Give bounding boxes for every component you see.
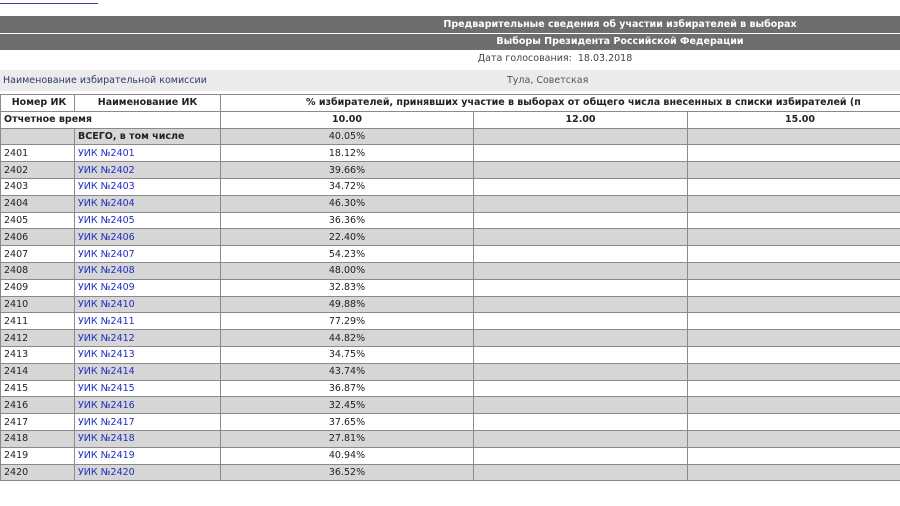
uik-turnout-10: 39.66% bbox=[221, 162, 474, 179]
uik-number: 2419 bbox=[1, 447, 75, 464]
uik-name-cell bbox=[75, 279, 221, 296]
uik-turnout-10: 34.75% bbox=[221, 346, 474, 363]
uik-number: 2418 bbox=[1, 430, 75, 447]
uik-number: 2411 bbox=[1, 313, 75, 330]
uik-turnout-10: 44.82% bbox=[221, 330, 474, 347]
uik-link[interactable]: УИК №2403 bbox=[78, 181, 135, 193]
uik-number: 2417 bbox=[1, 414, 75, 431]
table-row bbox=[1, 178, 900, 195]
commission-row bbox=[0, 70, 900, 91]
uik-link[interactable]: УИК №2411 bbox=[78, 315, 135, 327]
uik-turnout-12-cell bbox=[474, 229, 688, 246]
uik-turnout-10: 43.74% bbox=[221, 363, 474, 380]
report-time-label: Отчетное время bbox=[1, 111, 221, 128]
uik-number: 2403 bbox=[1, 178, 75, 195]
table-row bbox=[1, 397, 900, 414]
uik-number: 2410 bbox=[1, 296, 75, 313]
uik-turnout-12-cell bbox=[474, 464, 688, 481]
uik-link[interactable]: УИК №2415 bbox=[78, 382, 135, 394]
uik-link[interactable]: УИК №2413 bbox=[78, 349, 135, 361]
uik-turnout-15-cell bbox=[688, 212, 900, 229]
col-header-percent: % избирателей, принявших участие в выборах от общего числа внесенных в списки избирателей (п bbox=[221, 95, 900, 112]
table-row bbox=[1, 414, 900, 431]
uik-turnout-10: 40.94% bbox=[221, 447, 474, 464]
total-value: 40.05% bbox=[221, 128, 474, 145]
uik-link[interactable]: УИК №2418 bbox=[78, 433, 135, 445]
col-header-name: Наименование ИК bbox=[75, 95, 221, 112]
uik-number: 2408 bbox=[1, 262, 75, 279]
uik-name-cell bbox=[75, 229, 221, 246]
table-row bbox=[1, 363, 900, 380]
uik-name-cell bbox=[75, 363, 221, 380]
uik-link[interactable]: УИК №2408 bbox=[78, 265, 135, 277]
total-number-cell bbox=[1, 128, 75, 145]
uik-link[interactable]: УИК №2410 bbox=[78, 298, 135, 310]
table-row bbox=[1, 380, 900, 397]
uik-turnout-12-cell bbox=[474, 397, 688, 414]
uik-number: 2414 bbox=[1, 363, 75, 380]
uik-turnout-12-cell bbox=[474, 414, 688, 431]
uik-turnout-10: 49.88% bbox=[221, 296, 474, 313]
uik-turnout-15-cell bbox=[688, 246, 900, 263]
uik-turnout-10: 27.81% bbox=[221, 430, 474, 447]
time-12: 12.00 bbox=[474, 111, 688, 128]
election-title-bar bbox=[0, 34, 900, 50]
uik-turnout-15-cell bbox=[688, 430, 900, 447]
table-row bbox=[1, 346, 900, 363]
uik-link[interactable]: УИК №2412 bbox=[78, 332, 135, 344]
uik-turnout-10: 36.52% bbox=[221, 464, 474, 481]
voting-date-label: Дата голосования: bbox=[477, 53, 572, 64]
voting-date bbox=[0, 51, 900, 67]
table-row bbox=[1, 162, 900, 179]
uik-turnout-15-cell bbox=[688, 279, 900, 296]
uik-turnout-12-cell bbox=[474, 195, 688, 212]
uik-turnout-12-cell bbox=[474, 313, 688, 330]
time-10: 10.00 bbox=[221, 111, 474, 128]
uik-turnout-12-cell bbox=[474, 447, 688, 464]
uik-link[interactable]: УИК №2407 bbox=[78, 248, 135, 260]
uik-number: 2406 bbox=[1, 229, 75, 246]
uik-link[interactable]: УИК №2404 bbox=[78, 198, 135, 210]
uik-link[interactable]: УИК №2405 bbox=[78, 214, 135, 226]
voting-date-value: 18.03.2018 bbox=[577, 53, 633, 64]
uik-turnout-15-cell bbox=[688, 464, 900, 481]
uik-turnout-10: 54.23% bbox=[221, 246, 474, 263]
table-row bbox=[1, 212, 900, 229]
uik-number: 2413 bbox=[1, 346, 75, 363]
uik-name-cell bbox=[75, 195, 221, 212]
table-row bbox=[1, 246, 900, 263]
uik-turnout-10: 22.40% bbox=[221, 229, 474, 246]
uik-turnout-12-cell bbox=[474, 330, 688, 347]
uik-name-cell bbox=[75, 313, 221, 330]
uik-turnout-15-cell bbox=[688, 346, 900, 363]
uik-turnout-15-cell bbox=[688, 296, 900, 313]
uik-name-cell bbox=[75, 397, 221, 414]
table-row bbox=[1, 195, 900, 212]
uik-turnout-15-cell bbox=[688, 178, 900, 195]
uik-name-cell bbox=[75, 246, 221, 263]
uik-turnout-12-cell bbox=[474, 178, 688, 195]
uik-link[interactable]: УИК №2416 bbox=[78, 399, 135, 411]
total-row bbox=[1, 128, 900, 145]
uik-turnout-10: 32.45% bbox=[221, 397, 474, 414]
uik-name-cell bbox=[75, 430, 221, 447]
uik-link[interactable]: УИК №2419 bbox=[78, 450, 135, 462]
uik-number: 2412 bbox=[1, 330, 75, 347]
table-row bbox=[1, 313, 900, 330]
uik-number: 2402 bbox=[1, 162, 75, 179]
uik-turnout-12-cell bbox=[474, 246, 688, 263]
uik-name-cell bbox=[75, 464, 221, 481]
uik-turnout-10: 46.30% bbox=[221, 195, 474, 212]
uik-turnout-10: 37.65% bbox=[221, 414, 474, 431]
report-title-bar bbox=[0, 16, 900, 33]
total-12-cell bbox=[474, 128, 688, 145]
uik-turnout-15-cell bbox=[688, 229, 900, 246]
table-row bbox=[1, 296, 900, 313]
uik-turnout-12-cell bbox=[474, 363, 688, 380]
uik-turnout-12-cell bbox=[474, 162, 688, 179]
uik-turnout-10: 34.72% bbox=[221, 178, 474, 195]
uik-turnout-12-cell bbox=[474, 296, 688, 313]
uik-name-cell bbox=[75, 145, 221, 162]
table-row bbox=[1, 464, 900, 481]
commission-label: Наименование избирательной комиссии bbox=[3, 75, 207, 86]
table-row bbox=[1, 229, 900, 246]
uik-link[interactable]: УИК №2406 bbox=[78, 231, 135, 243]
uik-number: 2415 bbox=[1, 380, 75, 397]
table-row bbox=[1, 330, 900, 347]
uik-turnout-10: 77.29% bbox=[221, 313, 474, 330]
uik-turnout-12-cell bbox=[474, 346, 688, 363]
uik-turnout-12-cell bbox=[474, 279, 688, 296]
uik-turnout-15-cell bbox=[688, 414, 900, 431]
uik-turnout-15-cell bbox=[688, 380, 900, 397]
uik-turnout-12-cell bbox=[474, 212, 688, 229]
uik-turnout-15-cell bbox=[688, 397, 900, 414]
uik-link[interactable]: УИК №2420 bbox=[78, 466, 135, 478]
uik-turnout-12-cell bbox=[474, 380, 688, 397]
uik-link[interactable]: УИК №2402 bbox=[78, 164, 135, 176]
table-header-row bbox=[1, 95, 900, 112]
uik-turnout-10: 48.00% bbox=[221, 262, 474, 279]
uik-name-cell bbox=[75, 296, 221, 313]
uik-turnout-10: 32.83% bbox=[221, 279, 474, 296]
uik-number: 2420 bbox=[1, 464, 75, 481]
report-time-row bbox=[1, 111, 900, 128]
uik-number: 2404 bbox=[1, 195, 75, 212]
uik-turnout-15-cell bbox=[688, 313, 900, 330]
uik-name-cell bbox=[75, 330, 221, 347]
table-row bbox=[1, 262, 900, 279]
uik-name-cell bbox=[75, 212, 221, 229]
uik-turnout-12-cell bbox=[474, 430, 688, 447]
uik-name-cell bbox=[75, 346, 221, 363]
table-row bbox=[1, 279, 900, 296]
uik-number: 2409 bbox=[1, 279, 75, 296]
uik-name-cell bbox=[75, 447, 221, 464]
total-label: ВСЕГО, в том числе bbox=[75, 128, 221, 145]
uik-name-cell bbox=[75, 380, 221, 397]
top-link-underline[interactable] bbox=[0, 0, 98, 4]
election-title: Выборы Президента Российской Федерации bbox=[496, 36, 744, 47]
uik-number: 2407 bbox=[1, 246, 75, 263]
uik-turnout-10: 18.12% bbox=[221, 145, 474, 162]
uik-turnout-12-cell bbox=[474, 262, 688, 279]
uik-turnout-15-cell bbox=[688, 195, 900, 212]
col-header-number: Номер ИК bbox=[1, 95, 75, 112]
table-row bbox=[1, 447, 900, 464]
uik-turnout-10: 36.87% bbox=[221, 380, 474, 397]
uik-link[interactable]: УИК №2414 bbox=[78, 366, 135, 378]
uik-number: 2401 bbox=[1, 145, 75, 162]
table-row bbox=[1, 430, 900, 447]
uik-turnout-15-cell bbox=[688, 330, 900, 347]
table-row bbox=[1, 145, 900, 162]
uik-name-cell bbox=[75, 414, 221, 431]
uik-turnout-15-cell bbox=[688, 262, 900, 279]
uik-name-cell bbox=[75, 162, 221, 179]
uik-name-cell bbox=[75, 262, 221, 279]
uik-turnout-15-cell bbox=[688, 162, 900, 179]
uik-link[interactable]: УИК №2401 bbox=[78, 147, 135, 159]
uik-link[interactable]: УИК №2417 bbox=[78, 416, 135, 428]
uik-name-cell bbox=[75, 178, 221, 195]
uik-number: 2405 bbox=[1, 212, 75, 229]
uik-turnout-15-cell bbox=[688, 145, 900, 162]
commission-value: Тула, Советская bbox=[507, 75, 589, 86]
uik-turnout-10: 36.36% bbox=[221, 212, 474, 229]
total-15-cell bbox=[688, 128, 900, 145]
uik-link[interactable]: УИК №2409 bbox=[78, 282, 135, 294]
turnout-table bbox=[0, 94, 900, 481]
uik-turnout-15-cell bbox=[688, 363, 900, 380]
time-15: 15.00 bbox=[688, 111, 900, 128]
uik-turnout-15-cell bbox=[688, 447, 900, 464]
report-title: Предварительные сведения об участии избирателей в выборах bbox=[443, 19, 797, 30]
uik-number: 2416 bbox=[1, 397, 75, 414]
uik-turnout-12-cell bbox=[474, 145, 688, 162]
